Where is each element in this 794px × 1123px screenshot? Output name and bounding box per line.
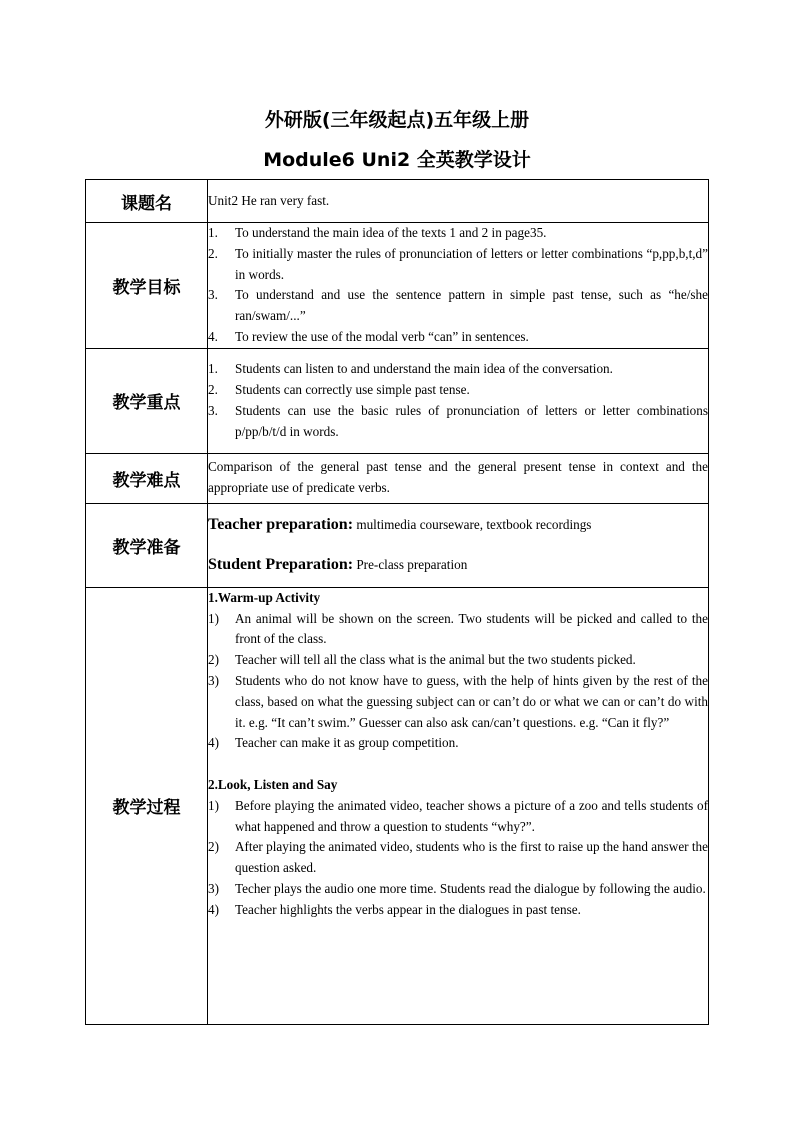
- list-item: 3. Students can use the basic rules of pronunciation of letters or letter combinations p/pp/b/t/d in words.: [208, 402, 708, 439]
- row-label-preparation: 教学准备: [86, 503, 208, 587]
- row-label-topic: 课题名: [86, 180, 208, 223]
- student-preparation-text: Pre-class preparation: [353, 556, 468, 572]
- student-preparation: [208, 555, 708, 576]
- list-item: 1) An animal will be shown on the screen. Two students will be picked and called to the front of the class.: [208, 610, 708, 647]
- list-item: 2. Students can correctly use simple past tense.: [208, 381, 470, 397]
- table-row-objectives: [86, 223, 709, 349]
- teacher-preparation-label: Teacher preparation:: [208, 515, 354, 533]
- section-spacer: [208, 754, 708, 775]
- list-item: 2) After playing the animated video, students who is the first to raise up the hand answer the question asked.: [208, 839, 708, 876]
- row-label-keypoints: 教学重点: [86, 348, 208, 453]
- list-item: 3. To understand and use the sentence pattern in simple past tense, such as “he/she ran/swam/...”: [208, 287, 708, 324]
- row-label-objectives: 教学目标: [86, 223, 208, 349]
- list-item: 3) Students who do not know have to guess, with the help of hints given by the rest of the class, based on what the guessing subject can or can’t do or what we can or can’t do with it. e.g. “It can’t swim.” Guesser can also ask can/can’t questions. e.g. “Can it fly?”: [208, 672, 708, 730]
- list-item: 4) Teacher can make it as group competition.: [208, 735, 459, 751]
- row-label-difficulties: 教学难点: [86, 453, 208, 503]
- list-item: 3) Techer plays the audio one more time. Students read the dialogue by following the audio.: [208, 880, 706, 896]
- objectives-list: [208, 223, 708, 348]
- table-row-difficulties: [86, 453, 709, 503]
- list-item: 2. To initially master the rules of pronunciation of letters or letter combinations “p,pp,b,t,d” in words.: [208, 245, 708, 282]
- document-title: 外研版(三年级起点)五年级上册: [264, 109, 530, 131]
- look-listen-steps-list: [208, 796, 708, 921]
- document-subtitle: Module6 Uni2 全英教学设计: [263, 149, 531, 171]
- list-item: 1. Students can listen to and understand the main idea of the conversation.: [208, 361, 613, 377]
- row-label-process: 教学过程: [86, 587, 208, 1024]
- section-heading: 2.Look, Listen and Say: [208, 776, 338, 792]
- list-item: 4) Teacher highlights the verbs appear in the dialogues in past tense.: [208, 901, 581, 917]
- student-preparation-label: Student Preparation:: [208, 555, 354, 573]
- list-item: 2) Teacher will tell all the class what is the animal but the two students picked.: [208, 652, 636, 668]
- lesson-plan-table: [85, 179, 709, 1025]
- list-item: 1. To understand the main idea of the texts 1 and 2 in page35.: [208, 225, 547, 240]
- table-row-keypoints: [86, 348, 709, 453]
- preparation-cell: [208, 503, 709, 587]
- topic-text: Unit2 He ran very fast.: [208, 180, 709, 223]
- objectives-cell: [208, 223, 709, 349]
- teacher-preparation: [208, 515, 708, 536]
- teacher-preparation-text: multimedia courseware, textbook recordings: [353, 516, 592, 532]
- table-row-topic: [86, 180, 709, 223]
- table-row-preparation: [86, 503, 709, 587]
- section-heading: 1.Warm-up Activity: [208, 589, 321, 605]
- process-cell: [208, 587, 709, 1024]
- keypoints-list: [208, 359, 708, 442]
- difficulties-text: Comparison of the general past tense and the general present tense in context and the appropriate use of predicate verbs.: [208, 453, 709, 503]
- keypoints-cell: [208, 348, 709, 453]
- list-item: 4. To review the use of the modal verb “can” in sentences.: [208, 328, 529, 344]
- warmup-steps-list: [208, 609, 708, 755]
- table-row-process: [86, 587, 709, 1024]
- list-item: 1) Before playing the animated video, teacher shows a picture of a zoo and tells students of what happened and throw a question to students “why?”.: [208, 797, 708, 834]
